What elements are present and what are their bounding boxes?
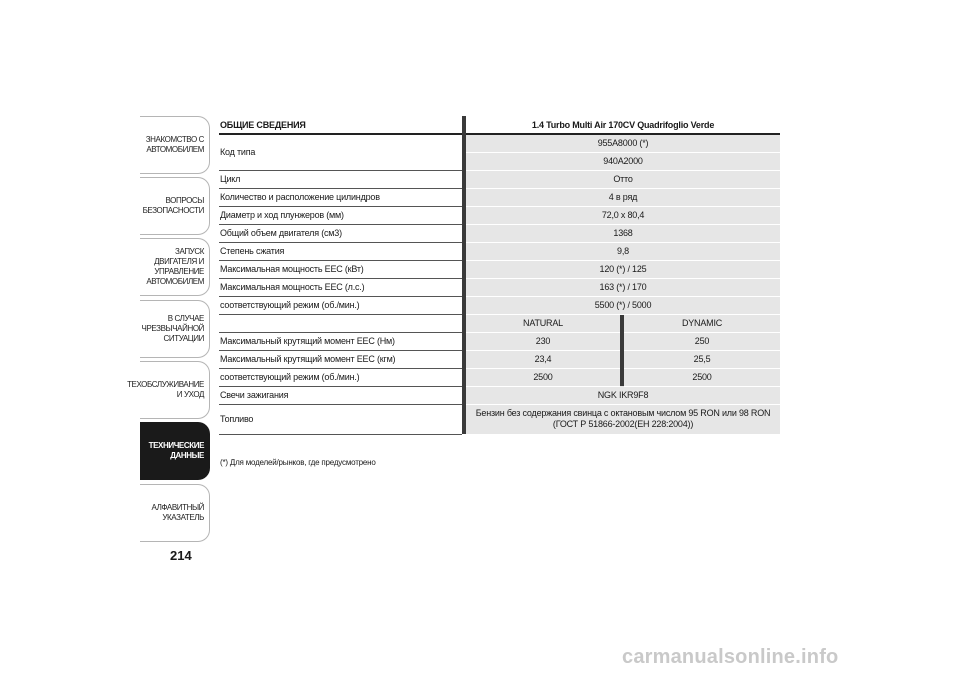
row-value-fuel xyxy=(466,404,780,434)
table-header-row xyxy=(219,116,780,134)
fuel-line-1: Бензин без содержания свинца с октановым числом 95 RON или 98 RON xyxy=(475,408,771,418)
mode-dynamic-header: DYNAMIC xyxy=(624,314,780,332)
row-label: Свечи зажигания xyxy=(219,386,462,404)
row-value: 4 в ряд xyxy=(466,188,780,206)
table-row xyxy=(219,260,780,278)
tab-getting-to-know[interactable]: ЗНАКОМСТВО С АВТОМОБИЛЕМ xyxy=(140,116,210,174)
row-value-dynamic: 250 xyxy=(624,332,780,350)
row-value: Отто xyxy=(466,170,780,188)
mode-natural-header: NATURAL xyxy=(466,314,620,332)
engine-spec-table xyxy=(219,116,780,435)
row-label: Максимальный крутящий момент ЕЕС (кгм) xyxy=(219,350,462,368)
row-value-natural: 230 xyxy=(466,332,620,350)
table-row xyxy=(219,368,780,386)
tab-safety[interactable]: ВОПРОСЫ БЕЗОПАСНОСТИ xyxy=(140,177,210,235)
tab-starting-driving[interactable]: ЗАПУСК ДВИГАТЕЛЯ И УПРАВЛЕНИЕ АВТОМОБИЛЕМ xyxy=(140,238,210,296)
row-label: Диаметр и ход плунжеров (мм) xyxy=(219,206,462,224)
table-header-label: ОБЩИЕ СВЕДЕНИЯ xyxy=(219,116,462,134)
row-value-dynamic: 2500 xyxy=(624,368,780,386)
page-number: 214 xyxy=(170,548,192,563)
row-value-natural: 23,4 xyxy=(466,350,620,368)
row-value: 1368 xyxy=(466,224,780,242)
row-label-empty xyxy=(219,314,462,332)
table-row xyxy=(219,206,780,224)
row-value-natural: 2500 xyxy=(466,368,620,386)
row-label: Общий объем двигателя (см3) xyxy=(219,224,462,242)
row-value: 120 (*) / 125 xyxy=(466,260,780,278)
table-row xyxy=(219,134,780,152)
row-value: NGK IKR9F8 xyxy=(466,386,780,404)
row-value: 163 (*) / 170 xyxy=(466,278,780,296)
row-value-dynamic: 25,5 xyxy=(624,350,780,368)
table-row xyxy=(219,170,780,188)
table-row xyxy=(219,188,780,206)
table-header-model: 1.4 Turbo Multi Air 170CV Quadrifoglio Verde xyxy=(466,116,780,134)
row-label: Максимальная мощность ЕЕС (кВт) xyxy=(219,260,462,278)
watermark: carmanualsonline.info xyxy=(622,646,839,668)
row-label: Максимальный крутящий момент ЕЕС (Нм) xyxy=(219,332,462,350)
mode-header-row xyxy=(219,314,780,332)
row-label: Максимальная мощность ЕЕС (л.с.) xyxy=(219,278,462,296)
row-label: соответствующий режим (об./мин.) xyxy=(219,296,462,314)
footnote: (*) Для моделей/рынков, где предусмотрено xyxy=(220,458,376,467)
row-value: 955A8000 (*) xyxy=(466,134,780,152)
tab-index[interactable]: АЛФАВИТНЫЙ УКАЗАТЕЛЬ xyxy=(140,484,210,542)
table-row xyxy=(219,386,780,404)
table-row xyxy=(219,224,780,242)
table-row xyxy=(219,350,780,368)
row-label: Топливо xyxy=(219,404,462,434)
table-row xyxy=(219,404,780,434)
table-row xyxy=(219,278,780,296)
table-row xyxy=(219,242,780,260)
row-value: 5500 (*) / 5000 xyxy=(466,296,780,314)
row-value: 940A2000 xyxy=(466,152,780,170)
table-row xyxy=(219,296,780,314)
row-label: соответствующий режим (об./мин.) xyxy=(219,368,462,386)
tab-technical-data[interactable]: ТЕХНИЧЕСКИЕ ДАННЫЕ xyxy=(140,422,210,480)
row-value: 72,0 x 80,4 xyxy=(466,206,780,224)
table-row xyxy=(219,332,780,350)
row-label: Код типа xyxy=(219,134,462,170)
fuel-line-2: (ГОСТ Р 51866-2002(ЕН 228:2004)) xyxy=(552,419,694,429)
tab-emergency[interactable]: В СЛУЧАЕ ЧРЕЗВЫЧАЙНОЙ СИТУАЦИИ xyxy=(140,300,210,358)
tab-maintenance[interactable]: ТЕХОБСЛУЖИВАНИЕ И УХОД xyxy=(140,361,210,419)
row-label: Количество и расположение цилиндров xyxy=(219,188,462,206)
row-label: Степень сжатия xyxy=(219,242,462,260)
row-label: Цикл xyxy=(219,170,462,188)
row-value: 9,8 xyxy=(466,242,780,260)
